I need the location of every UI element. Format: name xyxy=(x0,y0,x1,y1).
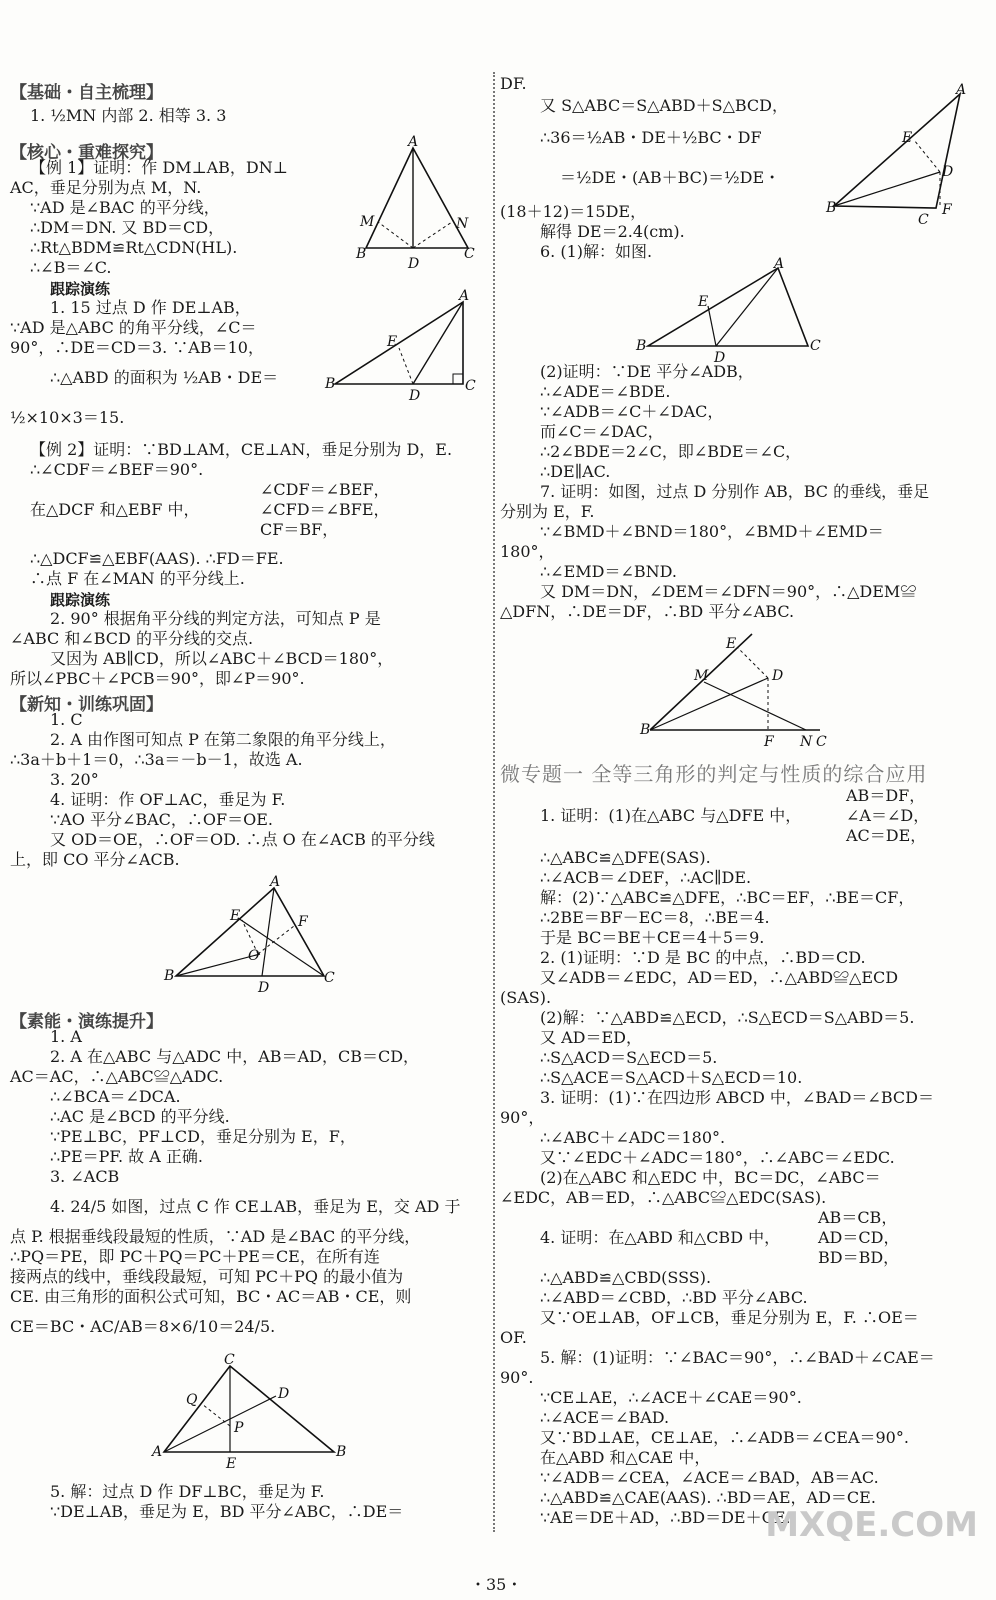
text-line: ∵AO 平分∠BAC，∴OF＝OE. xyxy=(50,810,274,829)
text-line: ∴△ABD≌△CAE(AAS). ∴BD＝AE，AD＝CE. xyxy=(540,1488,876,1507)
text-line: 5. 解：过点 D 作 DF⊥BC，垂足为 F. xyxy=(50,1482,325,1501)
text-line: 4. 24/5 如图，过点 C 作 CE⊥AB，垂足为 E，交 AD 于 xyxy=(50,1197,461,1216)
text-line: 4. 证明：在△ABD 和△CBD 中， xyxy=(540,1228,781,1247)
text-line: 3. 20° xyxy=(50,770,99,789)
svg-text:A: A xyxy=(408,134,419,150)
watermark: MXQE.COM xyxy=(765,1505,978,1545)
text-line: 7. 证明：如图，过点 D 分别作 AB，BC 的垂线，垂足 xyxy=(540,482,930,501)
figure-new4 xyxy=(164,874,339,998)
text-line: ∴S△ACD＝S△ECD＝5. xyxy=(540,1048,718,1067)
svg-text:Q: Q xyxy=(186,1392,198,1408)
svg-text:C: C xyxy=(464,246,475,262)
svg-text:E: E xyxy=(902,130,913,146)
figure-4-24 xyxy=(152,1352,352,1472)
text-line: ∴∠ABD＝∠CBD，∴BD 平分∠ABC. xyxy=(540,1288,808,1307)
text-line: ∴点 F 在∠MAN 的平分线上. xyxy=(30,569,245,588)
text-line: △DFN，∴DE＝DF，∴BD 平分∠ABC. xyxy=(500,602,795,621)
svg-text:N: N xyxy=(456,216,469,232)
text-line: ＝½DE・(AB＋BC)＝½DE・ xyxy=(560,168,781,187)
svg-text:D: D xyxy=(408,256,420,272)
text-line: OF. xyxy=(500,1328,527,1347)
svg-text:D: D xyxy=(258,980,270,996)
text-line: 1. 15 过点 D 作 DE⊥AB， xyxy=(50,298,251,317)
text-line: 2. A 在△ABC 与△ADC 中，AB＝AD，CB＝CD， xyxy=(50,1047,420,1066)
text-line: 上，即 CO 平分∠ACB. xyxy=(10,850,180,869)
text-line: 1. ½MN 内部 2. 相等 3. 3 xyxy=(30,106,227,125)
svg-text:B: B xyxy=(325,376,336,392)
svg-text:B: B xyxy=(164,968,175,984)
svg-text:M: M xyxy=(694,668,709,684)
text-line: 又∠ADB＝∠EDC，AD＝ED，∴△ABD≌△ECD xyxy=(540,968,899,987)
svg-text:B: B xyxy=(636,338,647,354)
text-line: ∴DM＝DN. 又 BD＝CD， xyxy=(30,218,225,237)
text-line: ∴∠ADE＝∠BDE. xyxy=(540,382,671,401)
text-line: 4. 证明：作 OF⊥AC，垂足为 F. xyxy=(50,790,286,809)
text-line: ∠ABC 和∠BCD 的平分线的交点. xyxy=(10,629,254,648)
svg-text:D: D xyxy=(409,388,421,404)
text-line: 分别为 E，F. xyxy=(500,502,595,521)
text-line: 90°. xyxy=(500,1368,534,1387)
text-line: 而∠C＝∠DAC， xyxy=(540,422,664,441)
svg-text:B: B xyxy=(356,246,367,262)
text-line: ∵CE⊥AE，∴∠ACE＋∠CAE＝90°. xyxy=(540,1388,802,1407)
text-line: ∴△ABD 的面积为 ½AB・DE＝ xyxy=(50,368,279,387)
text-line: CE＝BC・AC/AB＝8×6/10＝24/5. xyxy=(10,1317,276,1336)
svg-text:D: D xyxy=(278,1386,290,1402)
text-line: 又∵BD⊥AE，CE⊥AE，∴∠ADB＝∠CEA＝90°. xyxy=(540,1428,909,1447)
text-line: 【例 2】证明：∵BD⊥AM，CE⊥AN，垂足分别为 D，E. xyxy=(30,440,453,459)
text-line: ∠EDC，AB＝ED，∴△ABC≌△EDC(SAS). xyxy=(500,1188,827,1207)
text-line: 在△ABD 和△CAE 中， xyxy=(540,1448,711,1467)
text-line: ∴∠BCA＝∠DCA. xyxy=(50,1087,181,1106)
text-line: ∴∠ACB＝∠DEF，∴AC∥DE. xyxy=(540,868,752,887)
text-line: ∴∠CDF＝∠BEF＝90°. xyxy=(30,460,204,479)
text-line: ∵AE＝DE＋AD，∴BD＝DE＋CE. xyxy=(540,1508,791,1527)
svg-text:C: C xyxy=(816,734,827,750)
svg-text:F: F xyxy=(942,202,952,218)
text-line: 解得 DE＝2.4(cm). xyxy=(540,222,685,241)
svg-text:D: D xyxy=(714,350,726,366)
svg-text:A: A xyxy=(270,874,281,890)
text-line: AB＝DF， xyxy=(846,786,926,805)
svg-text:F: F xyxy=(298,914,308,930)
text-line: CF＝BF， xyxy=(260,520,339,539)
text-line: ∴PQ＝PE，即 PC＋PQ＝PC＋PE＝CE，在所有连 xyxy=(10,1247,380,1266)
section-title: 【基础・自主梳理】 xyxy=(10,83,163,103)
text-line: 【例 1】证明：作 DM⊥AB，DN⊥ xyxy=(30,158,288,177)
text-line: (2)证明：∵DE 平分∠ADB， xyxy=(540,362,754,381)
text-line: DF. xyxy=(500,74,527,93)
text-line: 又 AD＝ED， xyxy=(540,1028,642,1047)
text-line: 接两点的线中，垂线段最短，可知 PC＋PQ 的最小值为 xyxy=(10,1267,404,1286)
text-line: (18＋12)＝15DE， xyxy=(500,202,647,221)
text-line: 1. C xyxy=(50,710,83,729)
text-line: AC＝DE， xyxy=(846,826,927,845)
text-line: ∴△DCF≌△EBF(AAS). ∴FD＝FE. xyxy=(30,549,284,568)
text-line: (SAS). xyxy=(500,988,552,1007)
text-line: ∴3a＋b＋1＝0，∴3a＝－b－1，故选 A. xyxy=(10,750,303,769)
text-line: ∠CDF＝∠BEF， xyxy=(260,480,390,499)
text-line: ∴S△ACE＝S△ACD＋S△ECD＝10. xyxy=(540,1068,803,1087)
svg-text:A: A xyxy=(459,288,470,304)
text-line: ∠A＝∠D， xyxy=(846,806,930,825)
section-title: 【新知・训练巩固】 xyxy=(10,695,163,715)
text-line: 1. A xyxy=(50,1027,82,1046)
text-line: 90°，∴DE＝CD＝3. ∵AB＝10， xyxy=(10,338,264,357)
svg-text:P: P xyxy=(234,1420,244,1436)
text-line: 2. 90° 根据角平分线的判定方法，可知点 P 是 xyxy=(50,609,381,628)
svg-text:D: D xyxy=(772,668,784,684)
text-line: (2)在△ABC 和△EDC 中，BC＝DC，∠ABC＝ xyxy=(540,1168,881,1187)
svg-text:E: E xyxy=(387,334,398,350)
text-line: 所以∠PBC＋∠PCB＝90°，即∠P＝90°. xyxy=(10,669,305,688)
topic-title: 微专题一 全等三角形的判定与性质的综合应用 xyxy=(500,762,928,786)
svg-text:E: E xyxy=(230,908,241,924)
svg-text:N: N xyxy=(800,734,813,750)
figure-track1 xyxy=(325,288,480,404)
svg-text:C: C xyxy=(465,378,476,394)
text-line: ∴2∠BDE＝2∠C，即∠BDE＝∠C， xyxy=(540,442,802,461)
text-line: 180°， xyxy=(500,542,555,561)
text-line: ∵∠ADB＝∠C＋∠DAC， xyxy=(540,402,724,421)
text-line: ∵AD 是∠BAC 的平分线， xyxy=(30,198,220,217)
text-line: 3. 证明：(1)∵在四边形 ABCD 中，∠BAD＝∠BCD＝ xyxy=(540,1088,934,1107)
text-line: CE. 由三角形的面积公式可知，BC・AC＝AB・CE，则 xyxy=(10,1287,412,1306)
section-title: 【核心・重难探究】 xyxy=(10,143,163,163)
text-line: BD＝BD， xyxy=(818,1248,900,1267)
svg-text:C: C xyxy=(810,338,821,354)
svg-text:E: E xyxy=(226,1456,237,1472)
page-number: ・35・ xyxy=(470,1575,523,1594)
svg-text:C: C xyxy=(918,212,929,228)
text-line: 又∵∠EDC＋∠ADC＝180°，∴∠ABC＝∠EDC. xyxy=(540,1148,895,1167)
text-line: 又∵OE⊥AB，OF⊥CB，垂足分别为 E，F. ∴OE＝ xyxy=(540,1308,919,1327)
svg-text:E: E xyxy=(698,294,709,310)
text-line: ∵AD 是△ABC 的角平分线，∠C＝ xyxy=(10,318,257,337)
svg-text:C: C xyxy=(224,1352,235,1368)
svg-text:F: F xyxy=(764,734,774,750)
text-line: 90°， xyxy=(500,1108,545,1127)
svg-text:B: B xyxy=(826,200,837,216)
svg-text:A: A xyxy=(152,1444,163,1460)
text-line: ½×10×3＝15. xyxy=(10,408,125,427)
text-line: ∴∠EMD＝∠BND. xyxy=(540,562,677,581)
text-line: 点 P. 根据垂线段最短的性质，∵AD 是∠BAC 的平分线， xyxy=(10,1227,421,1246)
text-line: 又 DM＝DN，∠DEM＝∠DFN＝90°，∴△DEM≌ xyxy=(540,582,917,601)
text-line: ∴△ABD≌△CBD(SSS). xyxy=(540,1268,712,1287)
figure-7 xyxy=(640,628,840,753)
text-line: 2. A 由作图可知点 P 在第二象限的角平分线上， xyxy=(50,730,396,749)
text-line: ∴36＝½AB・DE＋½BC・DF xyxy=(540,128,762,147)
text-line: ∴2BE＝BF－EC＝8，∴BE＝4. xyxy=(540,908,770,927)
text-line: 3. ∠ACB xyxy=(50,1167,120,1186)
text-line: ∴∠ACE＝∠BAD. xyxy=(540,1408,670,1427)
text-line: 解：(2)∵△ABC≌△DFE，∴BC＝EF，∴BE＝CF， xyxy=(540,888,915,907)
text-line: AD＝CD， xyxy=(818,1228,900,1247)
text-line: ∵∠BMD＋∠BND＝180°，∠BMD＋∠EMD＝ xyxy=(540,522,884,541)
subsection-title: 跟踪演练 xyxy=(50,280,111,298)
text-line: (2)解：∵△ABD≌△ECD，∴S△ECD＝S△ABD＝5. xyxy=(540,1008,915,1027)
text-line: AB＝CB， xyxy=(818,1208,898,1227)
svg-text:O: O xyxy=(248,948,260,964)
svg-text:E: E xyxy=(726,636,737,652)
text-line: 又 OD＝OE，∴OF＝OD. ∴点 O 在∠ACB 的平分线 xyxy=(50,830,435,849)
text-line: 6. (1)解：如图. xyxy=(540,242,653,261)
subsection-title: 跟踪演练 xyxy=(50,591,111,609)
text-line: 又因为 AB∥CD，所以∠ABC＋∠BCD＝180°， xyxy=(50,649,394,668)
svg-text:A: A xyxy=(956,82,967,98)
text-line: AC，垂足分别为点 M，N. xyxy=(10,178,202,197)
figure-6 xyxy=(636,256,826,366)
text-line: ∵∠ADB＝∠CEA，∠ACE＝∠BAD，AB＝AC. xyxy=(540,1468,879,1487)
text-line: ∴PE＝PF. 故 A 正确. xyxy=(50,1147,203,1166)
text-line: ∵PE⊥BC，PF⊥CD，垂足分别为 E，F， xyxy=(50,1127,356,1146)
figure-5 xyxy=(826,82,986,228)
text-line: 又 S△ABC＝S△ABD＋S△BCD， xyxy=(540,96,789,115)
text-line: ∴△ABC≌△DFE(SAS). xyxy=(540,848,711,867)
text-line: ∴Rt△BDM≌Rt△CDN(HL). xyxy=(30,238,238,257)
text-line: AC＝AC，∴△ABC≌△ADC. xyxy=(10,1067,224,1086)
column-divider xyxy=(493,72,495,1532)
text-line: ∴DE∥AC. xyxy=(540,462,611,481)
svg-text:B: B xyxy=(640,722,651,738)
text-line: ∵DE⊥AB，垂足为 E，BD 平分∠ABC，∴DE＝ xyxy=(50,1502,404,1521)
figure-example1 xyxy=(356,136,486,271)
text-line: 于是 BC＝BE＋CE＝4＋5＝9. xyxy=(540,928,765,947)
text-line: ∴AC 是∠BCD 的平分线. xyxy=(50,1107,230,1126)
section-title: 【素能・演练提升】 xyxy=(10,1012,163,1032)
text-line: 5. 解：(1)证明：∵∠BAC＝90°，∴∠BAD＋∠CAE＝ xyxy=(540,1348,935,1367)
svg-text:M: M xyxy=(360,214,375,230)
text-line: 在△DCF 和△EBF 中， xyxy=(30,500,200,519)
svg-text:C: C xyxy=(324,970,335,986)
text-line: 1. 证明：(1)在△ABC 与△DFE 中， xyxy=(540,806,802,825)
text-line: 2. (1)证明：∵D 是 BC 的中点，∴BD＝CD. xyxy=(540,948,866,967)
text-line: ∠CFD＝∠BFE， xyxy=(260,500,390,519)
text-line: ∴∠B＝∠C. xyxy=(30,258,112,277)
svg-text:D: D xyxy=(942,164,954,180)
svg-text:A: A xyxy=(774,256,785,272)
text-line: ∴∠ABC＋∠ADC＝180°. xyxy=(540,1128,726,1147)
svg-text:B: B xyxy=(336,1444,347,1460)
